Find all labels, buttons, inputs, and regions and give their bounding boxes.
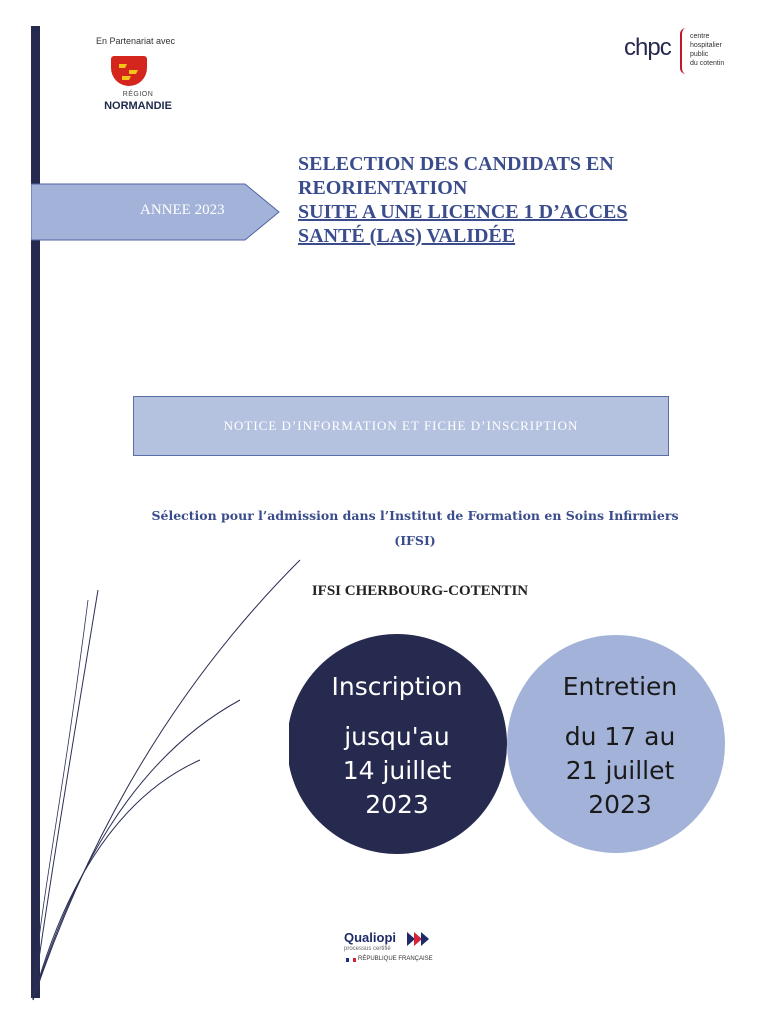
entretien-dates: du 17 au 21 juillet 2023 — [564, 722, 676, 819]
notice-banner — [133, 396, 669, 456]
french-flag-icon — [346, 958, 356, 962]
qualiopi-wordmark: Qualiopi — [344, 930, 396, 945]
entretien-title: Entretien — [562, 672, 678, 701]
republique-francaise-label: RÉPUBLIQUE FRANÇAISE — [358, 956, 433, 962]
inscription-dates: jusqu'au 14 juillet 2023 — [342, 722, 452, 819]
title-line-1: SELECTION DES CANDIDATS EN — [298, 153, 614, 175]
chpc-bracket-icon — [680, 28, 688, 74]
chpc-wordmark: chpc — [624, 34, 671, 61]
institute-name: IFSI CHERBOURG-COTENTIN — [311, 583, 529, 599]
year-label: ANNEE 2023 — [140, 202, 225, 218]
inscription-title: Inscription — [331, 672, 463, 701]
region-shield-icon — [111, 56, 147, 86]
selection-heading-line-2: (IFSI) — [394, 533, 436, 548]
qualiopi-arrows-icon — [407, 932, 429, 946]
region-name-label: NORMANDIE — [104, 100, 172, 112]
title-line-3: SUITE A UNE LICENCE 1 D’ACCES — [298, 201, 628, 223]
left-accent-bar — [31, 26, 40, 998]
region-normandie-logo — [100, 56, 176, 116]
selection-heading-line-1: Sélection pour l’admission dans l’Institut de Formation en Soins Infirmiers — [151, 508, 679, 523]
main-title — [298, 152, 718, 248]
notice-text: NOTICE D’INFORMATION ET FICHE D’INSCRIPTION — [223, 418, 579, 433]
chpc-subtitle: centre hospitalier public du cotentin — [690, 33, 725, 67]
region-sub-label: RÉGION — [122, 91, 154, 98]
chpc-logo — [624, 28, 744, 76]
qualiopi-subtitle: processus certifié — [344, 946, 391, 952]
partner-text: En Partenariat avec — [96, 36, 176, 46]
title-line-4: SANTÉ (LAS) VALIDÉE — [298, 225, 516, 247]
qualiopi-logo — [344, 930, 444, 970]
title-line-2: REORIENTATION — [298, 177, 468, 199]
